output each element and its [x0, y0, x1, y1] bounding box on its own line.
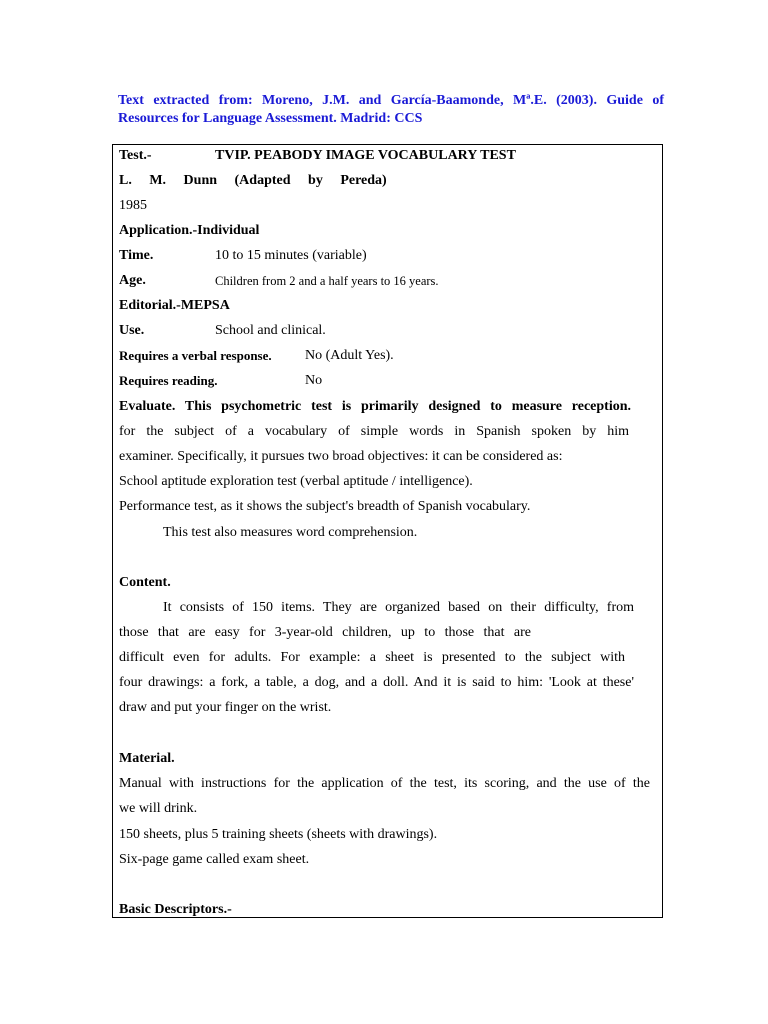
material-line-2: we will drink. — [119, 801, 198, 816]
verbal-row — [119, 347, 645, 366]
verbal-label: Requires a verbal response. — [119, 348, 272, 363]
test-label: Test.- — [119, 148, 152, 163]
evaluate-line-4: School aptitude exploration test (verbal aptitude / intelligence). — [119, 474, 473, 489]
application-line: Application.-Individual — [119, 223, 260, 238]
reading-label: Requires reading. — [119, 373, 218, 388]
editorial-line: Editorial.-MEPSA — [119, 298, 230, 313]
citation-header: Text extracted from: Moreno, J.M. and García-Baamonde, Mª.E. (2003). Guide of Resources for Language Assessment. Madrid: CCS — [118, 93, 664, 126]
content-line-4: four drawings: a fork, a table, a dog, and a doll. And it is said to him: 'Look at these' — [119, 675, 634, 690]
descriptors-heading: Basic Descriptors.- — [119, 902, 232, 917]
evaluate-line-6: This test also measures word comprehension. — [163, 525, 418, 540]
age-label: Age. — [119, 273, 146, 288]
evaluate-line-3: examiner. Specifically, it pursues two broad objectives: it can be considered as: — [119, 449, 563, 464]
evaluate-line-5: Performance test, as it shows the subject's breadth of Spanish vocabulary. — [119, 499, 531, 514]
age-value: Children from 2 and a half years to 16 years. — [215, 274, 439, 288]
reading-row — [119, 372, 645, 391]
test-info-box — [112, 144, 663, 918]
test-row — [119, 147, 645, 165]
test-title: TVIP. PEABODY IMAGE VOCABULARY TEST — [215, 148, 516, 163]
evaluate-line-2: for the subject of a vocabulary of simple words in Spanish spoken by him — [119, 424, 629, 439]
content-line-5: draw and put your finger on the wrist. — [119, 700, 332, 715]
content-line-3: difficult even for adults. For example: a sheet is presented to the subject with — [119, 650, 625, 665]
time-value: 10 to 15 minutes (variable) — [215, 248, 367, 263]
content-line-2: those that are easy for 3-year-old children, up to those that are — [119, 625, 531, 640]
age-row — [119, 272, 645, 290]
use-label: Use. — [119, 323, 145, 338]
material-heading: Material. — [119, 751, 175, 766]
author-line: L. M. Dunn (Adapted by Pereda) — [119, 173, 387, 188]
reading-value: No — [305, 373, 323, 388]
content-line-1: It consists of 150 items. They are organized based on their difficulty, from — [163, 600, 634, 615]
time-label: Time. — [119, 248, 154, 263]
use-value: School and clinical. — [215, 323, 326, 338]
use-row — [119, 322, 645, 340]
material-line-3: 150 sheets, plus 5 training sheets (sheets with drawings). — [119, 827, 438, 842]
year-line: 1985 — [119, 198, 147, 213]
material-line-1: Manual with instructions for the application of the test, its scoring, and the use of the — [119, 776, 650, 791]
verbal-value: No (Adult Yes). — [305, 348, 394, 363]
material-line-4: Six-page game called exam sheet. — [119, 852, 310, 867]
time-row — [119, 247, 645, 265]
evaluate-line-1: Evaluate. This psychometric test is primarily designed to measure reception. — [119, 399, 631, 414]
content-heading: Content. — [119, 575, 171, 590]
